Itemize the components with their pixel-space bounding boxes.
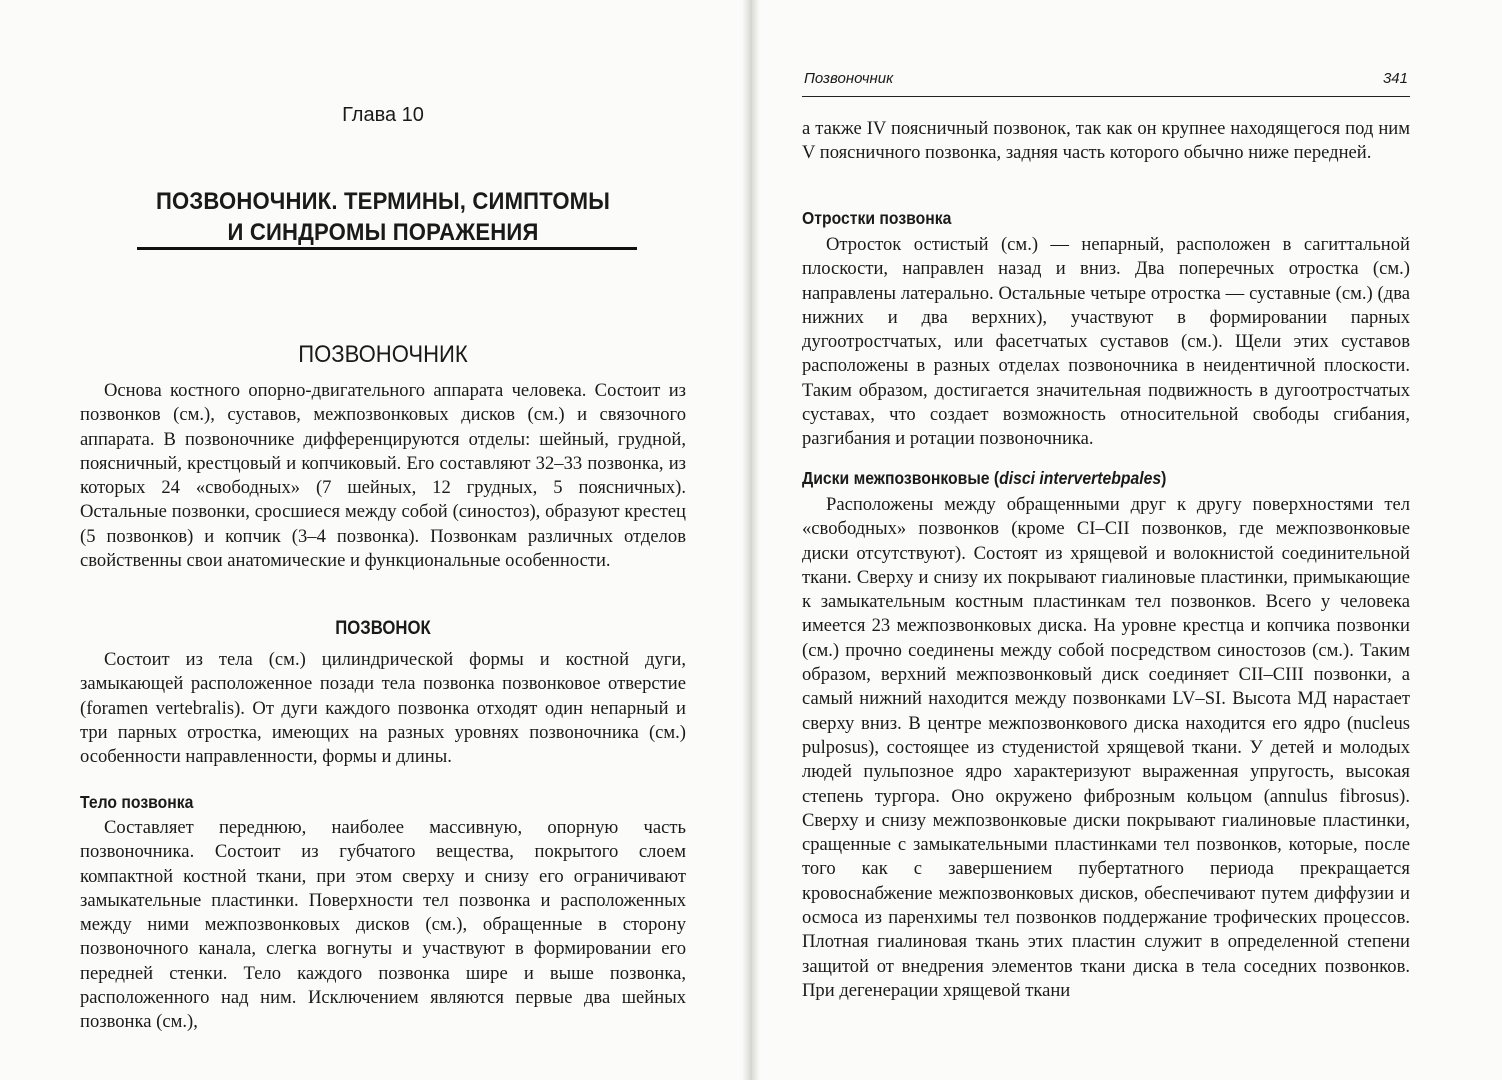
vertebra-paragraph: Состоит из тела (см.) цилиндрической формы и костной дуги, замыкающей расположенное позади тела позвонка позвонковое отверстие (foramen vertebralis). От дуги каждого позвонка отходят один непарный и три парных отростка, имеющих на разных уровнях позвоночника (см.) особенности направленности, формы и длины. [80, 649, 686, 768]
section-title: ПОЗВОНОЧНИК [298, 341, 468, 368]
chapter-title-line2: И СИНДРОМЫ ПОРАЖЕНИЯ [227, 219, 539, 246]
running-head-rule [802, 96, 1410, 97]
running-head [804, 70, 1408, 94]
chapter-title-line1: ПОЗВОНОЧНИК. ТЕРМИНЫ, СИМПТОМЫ [155, 188, 611, 215]
chapter-title [104, 186, 662, 248]
processes-paragraph: Отросток остистый (см.) — непарный, расположен в сагиттальной плоскости, направлен назад и вниз. Два поперечных отростка (см.) направлены латерально. Остальные четыре отростка — суставные (см.) (два нижних и два верхних), участвуют в формировании парных дугоотростчатых, или фасетчатых суставов (см.). Щели этих суставов расположены в разных отделах позвоночника в неидентичной плоскости. Таким образом, достигается значительная подвижность в дугоотростчатых суставах, что создает возможность относительной свободы сгибания, разгибания и ротации позвоночника. [802, 234, 1410, 450]
running-head-title: Позвоночник [804, 70, 894, 87]
subsection-title: ПОЗВОНОК [335, 618, 431, 639]
body-heading: Тело позвонка [80, 792, 194, 812]
book-gutter [742, 0, 760, 1080]
chapter-title-rule [137, 247, 637, 250]
continuation-paragraph: а также IV поясничный позвонок, так как он крупнее находящегося под ним V поясничного позвонка, задняя часть которого обычно ниже передней. [802, 118, 1410, 164]
discs-heading-close: ) [1161, 468, 1167, 488]
discs-heading [802, 466, 1166, 490]
intro-paragraph: Основа костного опорно-двигательного аппарата человека. Состоит из позвонков (см.), суставов, межпозвонковых дисков (см.) и связочного аппарата. В позвоночнике дифференцируются отделы: шейный, грудной, поясничный, крестцовый и копчиковый. Его составляют 32–33 позвонка, из которых 24 «свободных» (7 шейных, 12 грудных, 5 поясничных). Остальные позвонки, сросшиеся между собой (синостоз), образуют крестец (5 позвонков) и копчик (3–4 позвонка). Позвонкам различных отделов свойственны свои анатомические и функциональные особенности. [80, 380, 686, 572]
discs-heading-latin: disci intervertebpales [999, 468, 1162, 488]
page-number: 341 [1382, 70, 1408, 87]
discs-heading-text: Диски межпозвонковые ( [802, 468, 1000, 488]
processes-heading: Отростки позвонка [802, 208, 952, 228]
chapter-label: Глава 10 [342, 104, 424, 126]
body-paragraph: Составляет переднюю, наиболее массивную, опорную часть позвоночника. Состоит из губчатого вещества, покрытого слоем компактной костной ткани, при этом сверху и снизу его ограничивают замыкательные пластинки. Поверхности тел позвонка и расположенных между ними межпозвонковых дисков (см.), обращенные в сторону позвоночного канала, слегка вогнуты и участвуют в формировании его передней стенки. Тело каждого позвонка шире и выше позвонка, расположенного над ним. Исключением являются первые два шейных позвонка (см.), [80, 817, 686, 1033]
discs-paragraph: Расположены между обращенными друг к другу поверхностями тел «свободных» позвонков (кроме CI–CII позвонков, где межпозвонковые диски отсутствуют). Состоят из хрящевой и волокнистой соединительной ткани. Сверху и снизу их покрывают гиалиновые пластинки, примыкающие к замыкательным костным пластинкам тел позвонков. Всего у человека имеется 23 межпозвонковых диска. На уровне крестца и копчика позвонки (см.) прочно соединены между собой посредством синостозов (см.). Таким образом, верхний межпозвонковый диск соединяет CII–CIII позвонки, а самый нижний находится между позвонками LV–SI. Высота МД нарастает сверху вниз. В центре межпозвонкового диска находится его ядро (nucleus pulposus), состоящее из студенистой хрящевой ткани. У детей и молодых людей пульпозное ядро характеризуют выраженная упругость, высокая степень тургора. Оно окружено фиброзным кольцом (annulus fibrosus). Сверху и снизу межпозвонковые диски покрывают гиалиновые пластинки, сращенные с замыкательными пластинками тел позвонков, которые, после того как с завершением пубертатного периода прекращается кровоснабжение межпозвонковых дисков, обеспечивают путем диффузии и осмоса из паренхимы тел позвонков поддержание трофических процессов. Плотная гиалиновая ткань этих пластин служит в определенной степени защитой от внедрения элементов ткани диска в тела соседних позвонков. При дегенерации хрящевой ткани [802, 494, 1410, 1001]
